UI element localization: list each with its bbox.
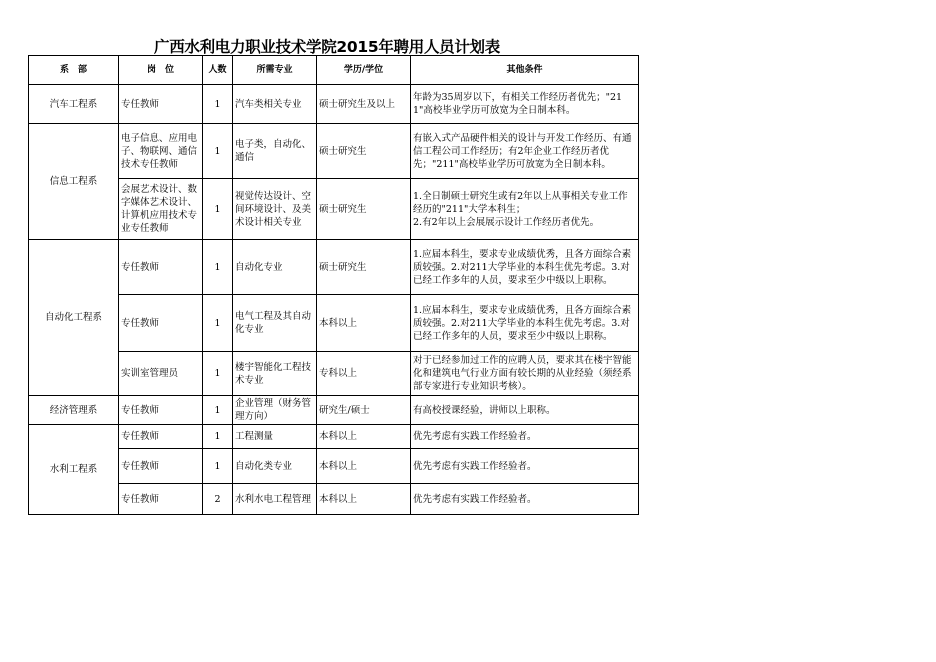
dept-cell: 水利工程系	[29, 425, 119, 515]
major-cell: 自动化类专业	[233, 449, 317, 484]
count-cell: 1	[203, 396, 233, 425]
major-cell: 电子类，自动化、通信	[233, 124, 317, 179]
major-cell: 视觉传达设计、空间环境设计、及美术设计相关专业	[233, 179, 317, 240]
dept-cell: 自动化工程系	[29, 240, 119, 396]
conditions-cell: 优先考虑有实践工作经验者。	[411, 425, 639, 449]
count-cell: 1	[203, 240, 233, 295]
table-row	[29, 425, 639, 449]
count-cell: 1	[203, 449, 233, 484]
position-cell: 专任教师	[119, 425, 203, 449]
count-cell: 1	[203, 124, 233, 179]
degree-cell: 本科以上	[317, 449, 411, 484]
conditions-cell: 有高校授课经验，讲师以上职称。	[411, 396, 639, 425]
header-position: 岗 位	[119, 56, 203, 85]
dept-cell: 经济管理系	[29, 396, 119, 425]
table-row	[29, 484, 639, 515]
header-dept: 系 部	[29, 56, 119, 85]
table-row	[29, 179, 639, 240]
position-cell: 电子信息、应用电子、物联网、通信技术专任教师	[119, 124, 203, 179]
count-cell: 1	[203, 425, 233, 449]
position-cell: 会展艺术设计、数字媒体艺术设计、计算机应用技术专业专任教师	[119, 179, 203, 240]
position-cell: 专任教师	[119, 449, 203, 484]
major-cell: 楼宇智能化工程技术专业	[233, 352, 317, 396]
header-count: 人数	[203, 56, 233, 85]
major-cell: 企业管理（财务管理方向）	[233, 396, 317, 425]
conditions-cell: 1.应届本科生，要求专业成绩优秀，且各方面综合素质较强。2.对211大学毕业的本科生优先考虑。3.对已经工作多年的人员，要求至少中级以上职称。	[411, 240, 639, 295]
conditions-cell: 对于已经参加过工作的应聘人员，要求其在楼宇智能化和建筑电气行业方面有较长期的从业经验（须经系部专家进行专业知识考核）。	[411, 352, 639, 396]
major-cell: 自动化专业	[233, 240, 317, 295]
table-row	[29, 85, 639, 124]
major-cell: 汽车类相关专业	[233, 85, 317, 124]
table-row	[29, 449, 639, 484]
conditions-cell: 有嵌入式产品硬件相关的设计与开发工作经历、有通信工程公司工作经历；有2年企业工作经历者优先；"211"高校毕业学历可放宽为全日制本科。	[411, 124, 639, 179]
header-row	[29, 56, 639, 85]
position-cell: 专任教师	[119, 295, 203, 352]
position-cell: 实训室管理员	[119, 352, 203, 396]
degree-cell: 硕士研究生	[317, 240, 411, 295]
position-cell: 专任教师	[119, 85, 203, 124]
conditions-cell: 1.应届本科生，要求专业成绩优秀，且各方面综合素质较强。2.对211大学毕业的本科生优先考虑。3.对已经工作多年的人员，要求至少中级以上职称。	[411, 295, 639, 352]
recruitment-table	[28, 55, 639, 515]
dept-cell: 汽车工程系	[29, 85, 119, 124]
degree-cell: 硕士研究生	[317, 124, 411, 179]
table-row	[29, 396, 639, 425]
major-cell: 水利水电工程管理	[233, 484, 317, 515]
degree-cell: 本科以上	[317, 425, 411, 449]
conditions-cell: 优先考虑有实践工作经验者。	[411, 484, 639, 515]
degree-cell: 硕士研究生及以上	[317, 85, 411, 124]
count-cell: 1	[203, 179, 233, 240]
conditions-cell: 优先考虑有实践工作经验者。	[411, 449, 639, 484]
count-cell: 1	[203, 352, 233, 396]
degree-cell: 专科以上	[317, 352, 411, 396]
conditions-cell: 年龄为35周岁以下，有相关工作经历者优先；"211"高校毕业学历可放宽为全日制本科。	[411, 85, 639, 124]
table-row	[29, 295, 639, 352]
header-major: 所需专业	[233, 56, 317, 85]
major-cell: 工程测量	[233, 425, 317, 449]
table-row	[29, 352, 639, 396]
table-row	[29, 124, 639, 179]
degree-cell: 本科以上	[317, 484, 411, 515]
major-cell: 电气工程及其自动化专业	[233, 295, 317, 352]
degree-cell: 硕士研究生	[317, 179, 411, 240]
count-cell: 1	[203, 295, 233, 352]
degree-cell: 本科以上	[317, 295, 411, 352]
degree-cell: 研究生/硕士	[317, 396, 411, 425]
header-degree: 学历/学位	[317, 56, 411, 85]
position-cell: 专任教师	[119, 396, 203, 425]
table-row	[29, 240, 639, 295]
position-cell: 专任教师	[119, 240, 203, 295]
count-cell: 2	[203, 484, 233, 515]
position-cell: 专任教师	[119, 484, 203, 515]
conditions-cell: 1.全日制硕士研究生或有2年以上从事相关专业工作经历的"211"大学本科生； 2.有2年以上会展展示设计工作经历者优先。	[411, 179, 639, 240]
dept-cell: 信息工程系	[29, 124, 119, 240]
page-title: 广西水利电力职业技术学院2015年聘用人员计划表	[154, 38, 500, 56]
header-conditions: 其他条件	[411, 56, 639, 85]
count-cell: 1	[203, 85, 233, 124]
